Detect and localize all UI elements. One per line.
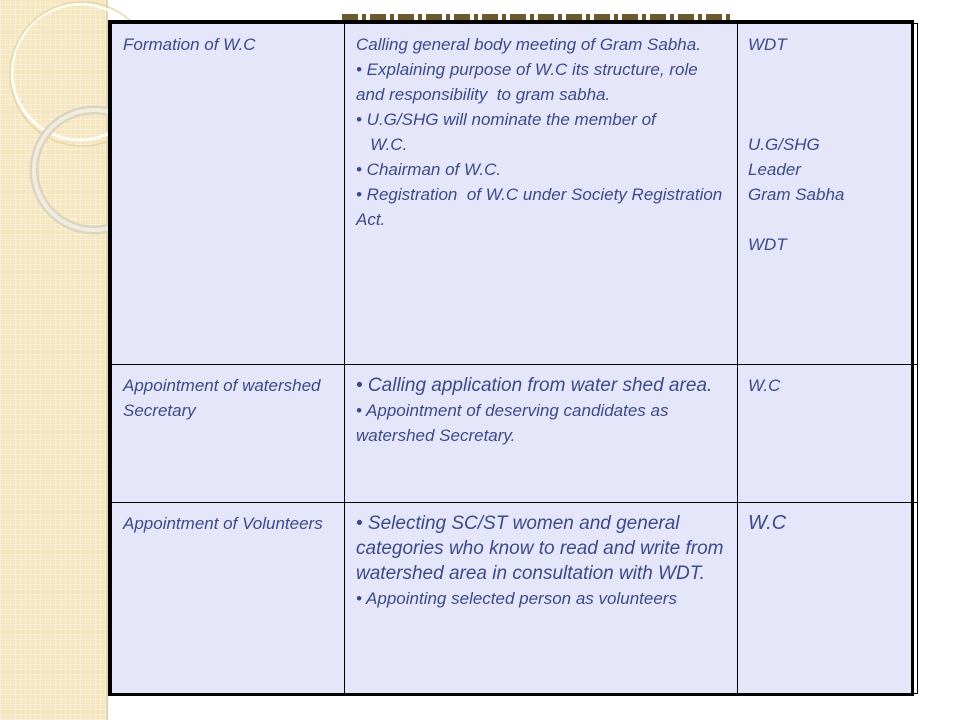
bullet: •	[356, 513, 363, 534]
responsible-cell	[738, 365, 918, 503]
activity-text: Appointment of watershed Secretary	[123, 376, 326, 420]
bullet: •	[356, 375, 363, 396]
responsible-cell	[738, 24, 918, 365]
responsible-text: W.C	[748, 512, 787, 534]
process-line-first	[356, 511, 727, 586]
process-line: • Appointment of deserving candidates as watershed Secretary.	[356, 401, 674, 445]
process-line: • Registration of W.C under Society Registration Act.	[356, 185, 727, 229]
process-line: • Explaining purpose of W.C its structure, role and responsibility to gram sabha.	[356, 60, 703, 104]
responsible-line: WDT	[748, 35, 787, 54]
process-cell	[345, 24, 738, 365]
responsible-line: WDT	[748, 235, 787, 254]
process-line: • U.G/SHG will nominate the member of	[356, 110, 656, 129]
responsible-line	[748, 82, 907, 107]
activity-text: Formation of W.C	[123, 35, 256, 54]
activity-cell	[112, 365, 345, 503]
process-line: • Appointing selected person as volunteers	[356, 589, 677, 608]
activity-cell	[112, 503, 345, 694]
responsible-cell	[738, 503, 918, 694]
responsible-line	[748, 107, 907, 132]
table-row	[112, 24, 918, 365]
responsible-line: Leader	[748, 160, 801, 179]
activity-cell	[112, 24, 345, 365]
responsible-line: U.G/SHG	[748, 135, 820, 154]
table-row	[112, 503, 918, 694]
process-cell	[345, 365, 738, 503]
process-cell	[345, 503, 738, 694]
process-line: Calling general body meeting of Gram Sabha.	[356, 35, 701, 54]
responsible-line: Gram Sabha	[748, 185, 845, 204]
activity-table	[108, 20, 914, 696]
activity-text: Appointment of Volunteers	[123, 514, 323, 533]
table-row	[112, 365, 918, 503]
table	[111, 23, 918, 694]
responsible-line	[748, 207, 907, 232]
process-line: • Chairman of W.C.	[356, 160, 502, 179]
responsible-text: W.C	[748, 376, 781, 395]
process-text: Selecting SC/ST women and general categories who know to read and write from watershed area in consultation with WDT.	[356, 513, 729, 584]
responsible-line	[748, 57, 907, 82]
process-line-first	[356, 373, 727, 398]
process-line: W.C.	[356, 135, 408, 154]
process-text: Calling application from water shed area.	[362, 375, 713, 396]
